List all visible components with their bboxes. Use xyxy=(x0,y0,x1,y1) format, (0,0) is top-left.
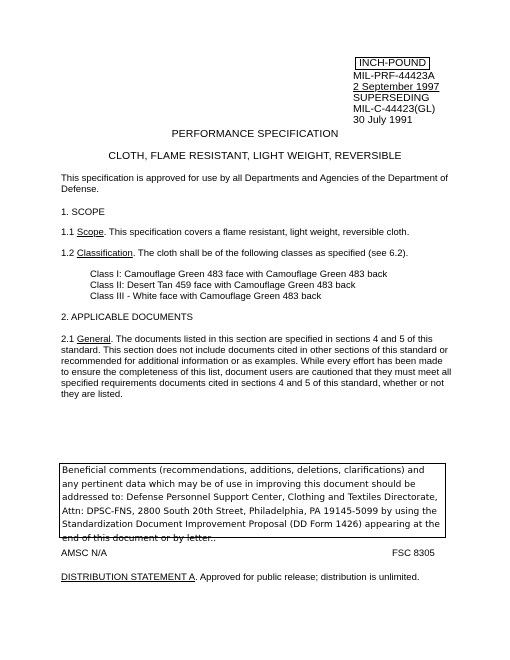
superseding-label: SUPERSEDING xyxy=(353,92,430,104)
class-list xyxy=(90,269,387,302)
section-1-1-text: . This specification covers a flame resistant, light weight, reversible cloth. xyxy=(103,227,410,238)
section-1-2-label: Classification xyxy=(76,248,133,259)
class-item: Class III - White face with Camouflage Green 483 back xyxy=(90,291,322,302)
section-1-2-text: . The cloth shall be of the following classes as specified (see 6.2). xyxy=(132,248,409,259)
distribution-statement xyxy=(61,572,420,583)
document-title: PERFORMANCE SPECIFICATION xyxy=(171,128,339,140)
section-1-1-number: 1.1 xyxy=(61,227,75,238)
applicable-documents-heading: 2. APPLICABLE DOCUMENTS xyxy=(61,312,193,323)
document-header xyxy=(353,57,439,126)
section-1-2 xyxy=(61,248,461,259)
distribution-text: . Approved for public release; distribution is unlimited. xyxy=(195,572,420,583)
document-date: 2 September 1997 xyxy=(353,81,440,93)
section-2-1-text: . The documents listed in this section are specified in sections 4 and 5 of this standard. This section does not include documents cited in other sections of this standard or recommended for additional information or as examples. While every effort has been made to ensure the completeness of this list, document users are cautioned that they must meet all specified requirements documents cited in sections 4 and 5 of this standard, whether or not they are listed. xyxy=(61,334,452,400)
comments-box: Beneficial comments (recommendations, additions, deletions, clarifications) and any pertinent data which may be of use in improving this document should be addressed to: Defense Personnel Support Center, Clothing and Textiles Directorate, Attn: DPSC-FNS, 2800 South 20th Street, Philadelphia, PA 19145-5099 by using the Standardization Document Improvement Proposal (DD Form 1426) appearing at the end of this document or by letter.. xyxy=(59,463,446,538)
document-id: MIL-PRF-44423A xyxy=(353,70,435,82)
fsc-label: FSC 8305 xyxy=(392,548,435,559)
class-item: Class I: Camouflage Green 483 face with Camouflage Green 483 back xyxy=(90,269,388,280)
section-2-1 xyxy=(61,334,453,400)
document-subtitle: CLOTH, FLAME RESISTANT, LIGHT WEIGHT, REVERSIBLE xyxy=(108,150,402,162)
superseded-id: MIL-C-44423(GL) xyxy=(353,103,436,115)
section-1-1 xyxy=(61,227,461,238)
approval-statement: This specification is approved for use by all Departments and Agencies of the Department of Defense. xyxy=(61,173,449,195)
class-item: Class II: Desert Tan 459 face with Camouflage Green 483 back xyxy=(90,280,356,291)
section-2-1-label: General xyxy=(76,334,111,345)
amsc-label: AMSC N/A xyxy=(61,548,107,559)
section-1-2-number: 1.2 xyxy=(61,248,75,259)
superseded-date: 30 July 1991 xyxy=(353,114,413,126)
inch-pound-label: INCH-POUND xyxy=(355,57,430,70)
section-2-1-number: 2.1 xyxy=(61,334,75,345)
distribution-label: DISTRIBUTION STATEMENT A xyxy=(61,572,196,583)
scope-heading: 1. SCOPE xyxy=(61,207,105,218)
section-1-1-label: Scope xyxy=(76,227,104,238)
